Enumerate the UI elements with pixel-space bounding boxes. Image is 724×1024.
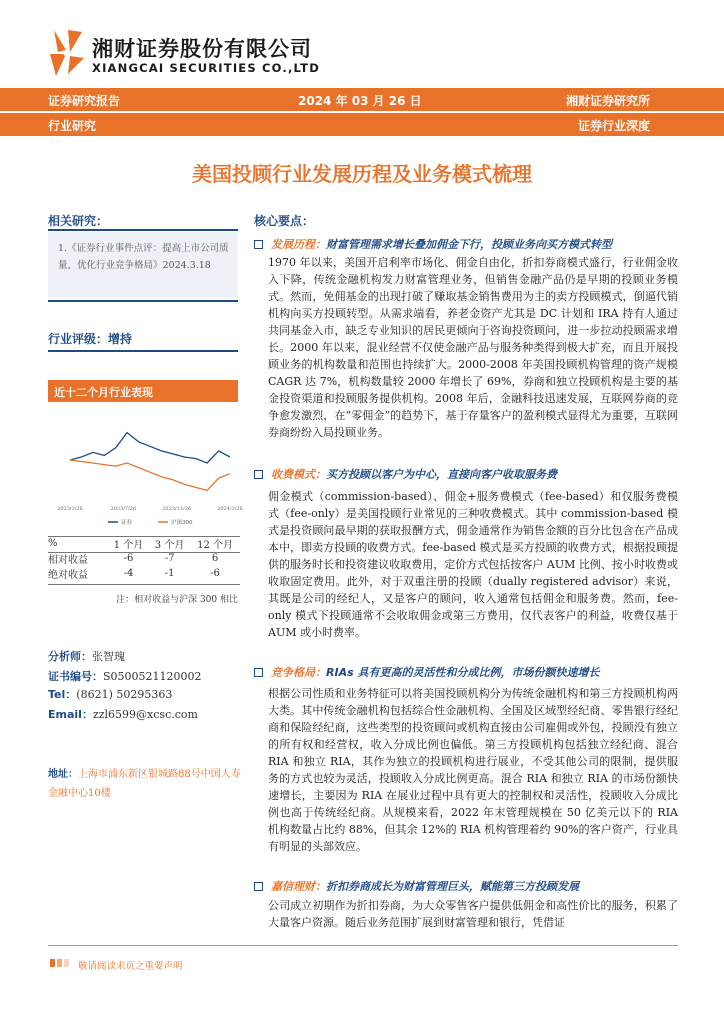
chart-title: 近十二个月行业表现 <box>48 380 238 402</box>
divider <box>48 350 238 352</box>
table-bottom-rule <box>48 584 240 585</box>
footer-dots-icon <box>48 957 72 969</box>
section-heading <box>254 236 612 252</box>
divider <box>48 229 238 231</box>
table-header-cell: 3 个月 <box>154 540 185 551</box>
table-note: 注：相对收益与沪深 300 相比 <box>116 595 238 605</box>
table-cell: -1 <box>164 568 175 579</box>
contact-label: 分析师： <box>48 650 92 663</box>
section-heading <box>254 466 557 482</box>
analyst-name: 张智瑰 <box>92 650 125 663</box>
company-name-cn: 湘财证券股份有限公司 <box>92 37 312 61</box>
contact-label: Email： <box>48 708 93 721</box>
telephone-number: (8621) 50295363 <box>76 688 173 701</box>
table-row <box>48 566 240 581</box>
report-subcategory: 证券行业深度 <box>578 119 651 133</box>
table-cell: 6 <box>211 553 219 564</box>
related-research-label: 相关研究： <box>48 214 109 228</box>
legend-label: 沪深300 <box>171 520 193 526</box>
section-paragraph: 根据公司性质和业务特征可以将美国投顾机构分为传统金融机构和第三方投顾机构两大类。其中传统金融机构包括综合性金融机构、全国及区域型经纪商、零售银行经纪商和保险经纪商，这些类型的投资顾问或机构直接由公司雇佣或外包，投顾没有独立的所有权和经营权，收入分成比例也偏低。第三方投顾机构包括独立经纪商、混合 RIA 和独立 RIA，其作为独立的投顾机构进行展业，不受其他公司的限制，提供服务的方式也较为灵活，投顾收入分成比例更高。混合 RIA 和独立 RIA 的市场份额快速增长，主要因为 RIA 在展业过程中具有更大的控制权和灵活性，投顾收入分成比例也高于传统经纪商。从规模来看，2022 年末管理规模在 50 亿美元以下的 RIA 机构数量占比约 88%，但其余 12%的 RIA 机构管理着约 90%的客户资产，行业具有明显的头部效应。 <box>268 687 678 853</box>
page-title: 美国投顾行业发展历程及业务模式梳理 <box>192 162 532 186</box>
checkbox-bullet-icon <box>254 668 263 677</box>
section-lead: 收费模式： <box>271 468 326 481</box>
section-title: 财富管理需求增长叠加佣金下行，投顾业务向买方模式转型 <box>326 238 612 251</box>
footer-divider <box>48 945 678 946</box>
divider <box>48 300 238 302</box>
report-category-bar <box>0 113 724 136</box>
report-date: 2024 年 03 月 26 日 <box>298 94 422 108</box>
key-points-title: 核心要点： <box>254 214 315 228</box>
analyst <box>48 648 125 664</box>
contact-label: Tel： <box>48 688 77 701</box>
series-line-0 <box>70 433 230 463</box>
table-cell: 绝对收益 <box>48 570 88 581</box>
certificate <box>48 668 202 684</box>
performance-table <box>48 536 240 581</box>
table-row <box>48 551 240 566</box>
checkbox-bullet-icon <box>254 470 263 479</box>
address-label: 地址： <box>48 769 78 780</box>
section-lead: 嘉信理财： <box>271 880 326 893</box>
email <box>48 706 198 722</box>
table-header-cell: 12 个月 <box>197 540 233 551</box>
section-title: RIAs 具有更高的灵活性和分成比例，市场份额快速增长 <box>326 666 600 679</box>
section-lead: 竞争格局： <box>271 666 326 679</box>
section-title: 折扣券商成长为财富管理巨头，赋能第三方投顾发展 <box>326 880 579 893</box>
section-lead: 发展历程： <box>271 238 326 251</box>
footer-disclaimer: 敬请阅读末页之重要声明 <box>78 961 183 972</box>
report-category: 行业研究 <box>48 119 97 133</box>
section-paragraph: 佣金模式（commission-based）、佣金+服务费模式（fee-based）和仅服务费模式（fee-only）是美国投顾行业常见的三种收费模式。其中 commission-based 模式是投资顾问最早期的获取报酬方式，佣金通常作为销售金额的百分比包含在产品成本中，即卖方投顾的收费方式。fee-based 模式是买方投顾的收费方式，根据投顾提供的服务时长和投资建议收取费用，定价方式包括按客户 AUM 比例、按小时收费或收取固定费用。此外，对于双重注册的投顾（dually registered advisor）来说，其既是公司的经纪人，又是客户的顾问，收入通常包括佣金和服务费。然而，fee-only 模式下投顾通常不会收取佣金或第三方费用，仅代表客户的利益，收费仅基于 AUM 或小时费率。 <box>268 490 678 639</box>
address-value: 上海市浦东新区银城路88号中国人寿金融中心10楼 <box>48 769 241 799</box>
table-cell: -7 <box>164 553 175 564</box>
report-info-bar <box>0 88 724 111</box>
contact-label: 证书编号： <box>48 670 103 683</box>
section-title: 买方投顾以客户为中心，直接向客户收取服务费 <box>326 468 557 481</box>
company-name-en: XIANGCAI SECURITIES CO.,LTD <box>92 61 320 75</box>
industry-rating: 行业评级：增持 <box>48 332 133 346</box>
institute-name: 湘财证券研究所 <box>566 94 651 108</box>
table-header-rule <box>48 552 240 553</box>
section-heading <box>254 878 579 894</box>
table-cell: -4 <box>123 568 134 579</box>
table-header-cell: % <box>48 538 58 549</box>
table-cell: -6 <box>210 568 220 579</box>
x-tick-label: 2023/7/26 <box>110 506 137 512</box>
table-header-cell: 1 个月 <box>113 540 144 551</box>
legend-label: 证券 <box>121 520 133 526</box>
checkbox-bullet-icon <box>254 240 263 249</box>
x-tick-label: 2023/11/26 <box>162 506 192 512</box>
table-cell: -6 <box>123 553 134 564</box>
section-paragraph: 公司成立初期作为折扣券商，为大众零售客户提供低佣金和高性价比的服务，积累了大量客户资源。随后业务范围扩展到财富管理和银行，凭借证 <box>268 899 678 929</box>
x-tick-label: 2023/3/26 <box>57 506 83 512</box>
checkbox-bullet-icon <box>254 882 263 891</box>
series-line-1 <box>70 460 230 490</box>
email-link[interactable]: zzl6599@xcsc.com <box>92 708 198 721</box>
section-heading <box>254 664 599 680</box>
company-logo-icon <box>46 28 86 78</box>
table-header-row <box>48 536 240 551</box>
related-research-link[interactable]: 1.《证券行业事件点评：提高上市公司质量，优化行业竞争格局》2024.3.18 <box>58 243 229 271</box>
address <box>48 765 244 803</box>
performance-chart <box>48 402 243 530</box>
report-type: 证券研究报告 <box>48 94 121 108</box>
telephone <box>48 686 172 702</box>
certificate-number: S0500521120002 <box>103 670 202 683</box>
section-paragraph: 1970 年以来，美国开启利率市场化、佣金自由化，折扣券商模式盛行，行业佣金收入下降，传统金融机构发力财富管理业务，但销售金融产品仍是早期的投顾业务模式。然而，免佣基金的出现打破了赚取基金销售费用为主的卖方投顾模式，倒逼代销机构向买方投顾转型。从需求端看，养老金资产尤其是 DC 计划和 IRA 持有人通过共同基金入市，缺乏专业知识的居民更倾向于咨询投资顾问，进一步拉动投顾需求增长。2000 年以来，混业经营不仅使金融产品与服务种类得到极大扩充，而且开展投顾业务的机构数量和范围也持续扩大。2000-2008 年美国投顾机构管理的资产规模 CAGR 达 7%，机构数量较 2000 年增长了 69%，券商和独立投顾机构是主要的基金投资渠道和投顾服务提供机构。2008 年后，金融科技迅速发展，互联网券商的竞争愈发激烈，在“零佣金”的趋势下，基于存量客户的盈利模式显得尤为重要，互联网券商纷纷入局投顾业务。 <box>268 256 678 439</box>
table-cell: 相对收益 <box>48 555 88 566</box>
x-tick-label: 2024/3/26 <box>217 506 243 512</box>
